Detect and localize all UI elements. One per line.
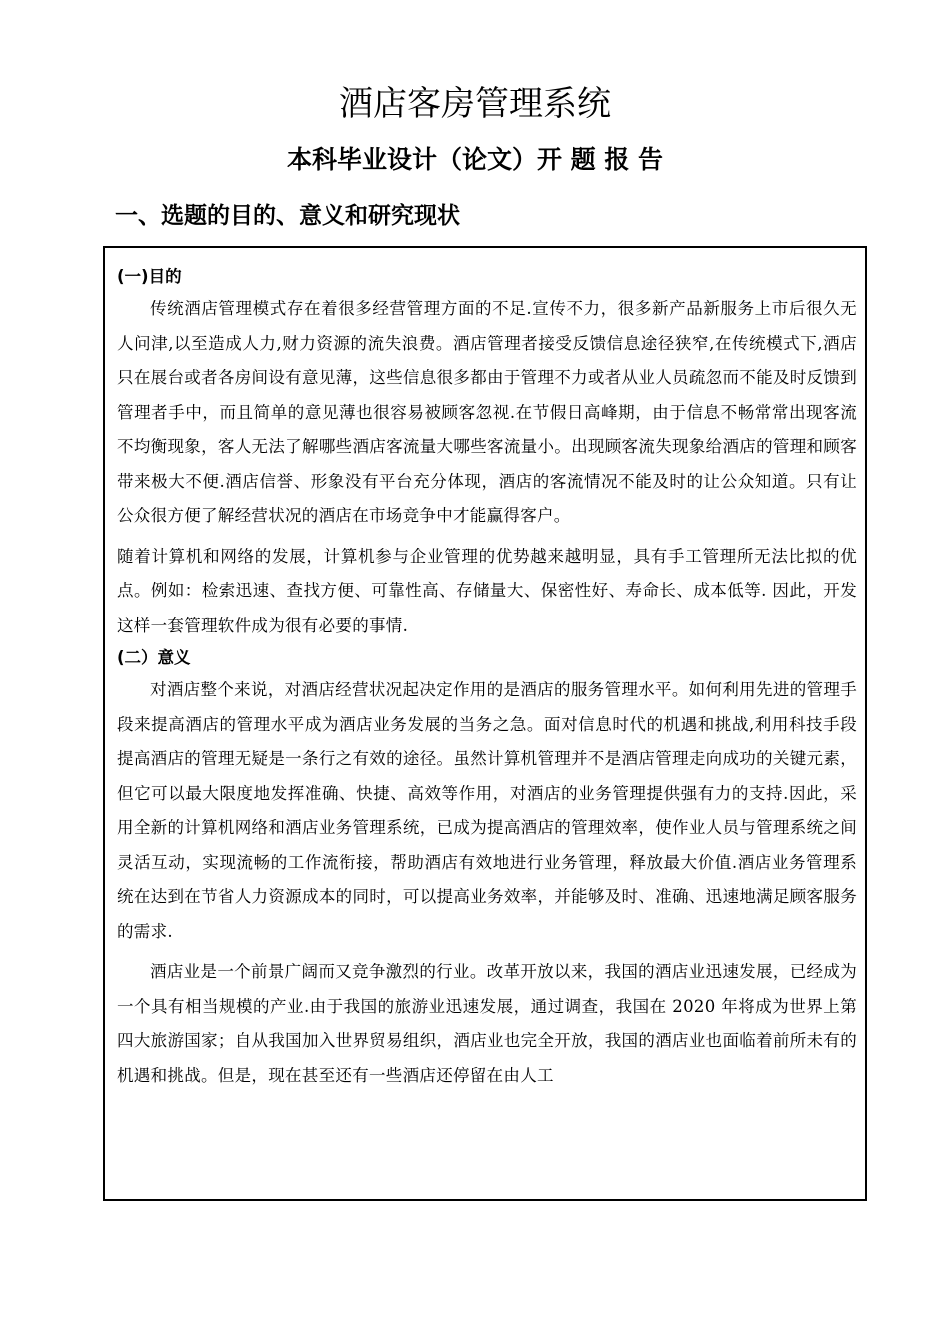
purpose-paragraph-1: 传统酒店管理模式存在着很多经营管理方面的不足.宣传不力，很多新产品新服务上市后很久无人问津,以至造成人力,财力资源的流失浪费。酒店管理者接受反馈信息途径狭窄,在传统模式下,酒店只在展台或者各房间设有意见薄，这些信息很多都由于管理不力或者从业人员疏忽而不能及时反馈到管理者手中，而且简单的意见薄也很容易被顾客忽视.在节假日高峰期，由于信息不畅常常出现客流不均衡现象，客人无法了解哪些酒店客流量大哪些客流量小。出现顾客流失现象给酒店的管理和顾客带来极大不便.酒店信誉、形象没有平台充分体现，酒店的客流情况不能及时的让公众知道。只有让公众很方便了解经营状况的酒店在市场竞争中才能赢得客户。: [117, 299, 857, 525]
content-body: [117, 262, 857, 1093]
purpose-paragraph-2: 随着计算机和网络的发展，计算机参与企业管理的优势越来越明显，具有手工管理所无法比拟的优点。例如：检索迅速、查找方便、可靠性高、存储量大、保密性好、寿命长、成本低等. 因此，开发这样一套管理软件成为很有必要的事情.: [117, 546, 857, 635]
significance-heading: (二）意义: [117, 648, 191, 667]
section-heading: 一、选题的目的、意义和研究现状: [115, 203, 460, 229]
significance-paragraph-2: 酒店业是一个前景广阔而又竞争激烈的行业。改革开放以来，我国的酒店业迅速发展，已经成为一个具有相当规模的产业.由于我国的旅游业迅速发展，通过调查，我国在 2020 年将成为世界上第四大旅游国家；自从我国加入世界贸易组织，酒店业也完全开放，我国的酒店业也面临着前所未有的机遇和挑战。但是，现在甚至还有一些酒店还停留在由人工: [117, 962, 857, 1085]
purpose-heading: (一)目的: [117, 267, 182, 286]
content-box: [103, 246, 867, 1201]
document-subtitle: 本科毕业设计（论文）开 题 报 告: [286, 145, 664, 174]
document-title: 酒店客房管理系统: [339, 84, 611, 124]
significance-paragraph-1: 对酒店整个来说，对酒店经营状况起决定作用的是酒店的服务管理水平。如何利用先进的管理手段来提高酒店的管理水平成为酒店业务发展的当务之急。面对信息时代的机遇和挑战,利用科技手段提高酒店的管理无疑是一条行之有效的途径。虽然计算机管理并不是酒店管理走向成功的关键元素，但它可以最大限度地发挥准确、快捷、高效等作用，对酒店的业务管理提供强有力的支持.因此，采用全新的计算机网络和酒店业务管理系统，已成为提高酒店的管理效率，使作业人员与管理系统之间灵活互动，实现流畅的工作流衔接，帮助酒店有效地进行业务管理，释放最大价值.酒店业务管理系统在达到在节省人力资源成本的同时，可以提高业务效率，并能够及时、准确、迅速地满足顾客服务的需求.: [117, 680, 857, 941]
